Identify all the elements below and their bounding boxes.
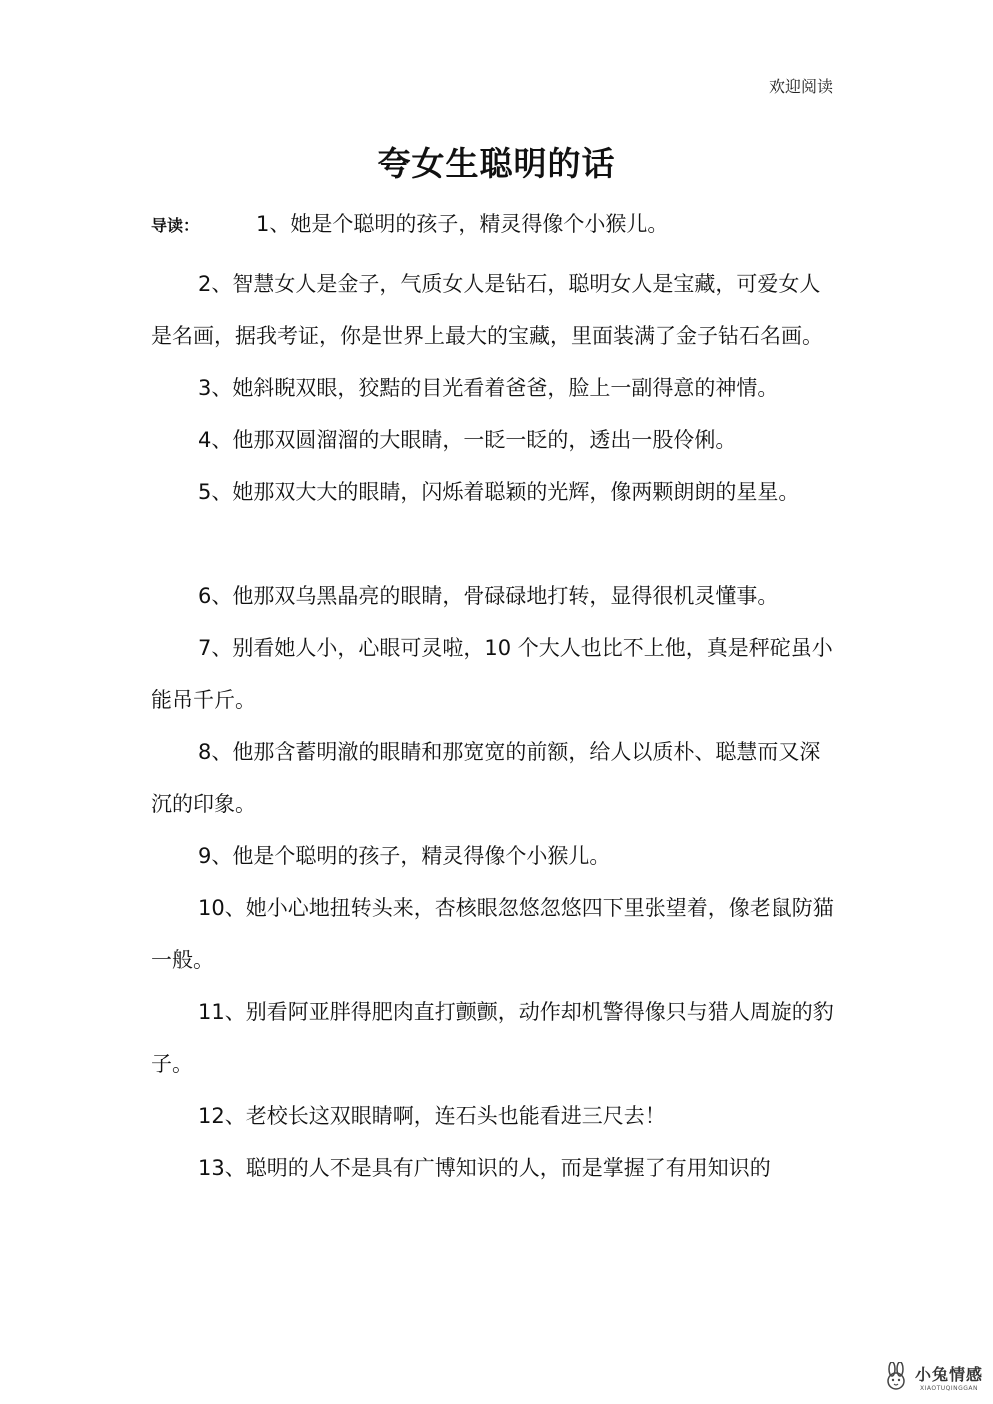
list-item: 11、别看阿亚胖得肥肉直打颤颤，动作却机警得像只与猎人周旋的豹子。 <box>151 1000 834 1076</box>
rabbit-logo-icon <box>881 1362 911 1392</box>
list-item: 12、老校长这双眼睛啊，连石头也能看进三尺去！ <box>198 1104 666 1128</box>
list-item: 5、她那双大大的眼睛，闪烁着聪颖的光辉，像两颗朗朗的星星。 <box>198 480 800 504</box>
list-item: 8、他那含蓄明澈的眼睛和那宽宽的前额，给人以质朴、聪慧而又深沉的印象。 <box>151 740 821 816</box>
page-title: 夸女生聪明的话 <box>377 144 616 183</box>
list-item: 3、她斜睨双眼，狡黠的目光看着爸爸，脸上一副得意的神情。 <box>198 376 779 400</box>
header-note: 欢迎阅读 <box>768 77 833 96</box>
document-body <box>151 204 841 1194</box>
watermark <box>881 1362 983 1392</box>
list-item: 2、智慧女人是金子，气质女人是钻石，聪明女人是宝藏，可爱女人是名画，据我考证，你是世界上最大的宝藏，里面装满了金子钻石名画。 <box>151 272 823 348</box>
watermark-sub: XIAOTUQINGGAN <box>919 1385 978 1392</box>
lead-label: 导读： <box>151 216 200 235</box>
watermark-name: 小兔情感 <box>914 1365 983 1384</box>
paragraph-gap <box>151 518 841 570</box>
list-item: 4、他那双圆溜溜的大眼睛，一眨一眨的，透出一股伶俐。 <box>198 428 737 452</box>
list-item: 6、他那双乌黑晶亮的眼睛，骨碌碌地打转，显得很机灵懂事。 <box>198 584 779 608</box>
list-item: 1、她是个聪明的孩子，精灵得像个小猴儿。 <box>256 212 669 236</box>
list-item: 13、聪明的人不是具有广博知识的人，而是掌握了有用知识的 <box>198 1156 771 1180</box>
list-item: 9、他是个聪明的孩子，精灵得像个小猴儿。 <box>198 844 611 868</box>
list-item: 7、别看她人小，心眼可灵啦，10 个大人也比不上他，真是秤砣虽小能吊千斤。 <box>151 636 833 712</box>
lead-paragraph <box>151 204 841 246</box>
list-item: 10、她小心地扭转头来，杏核眼忽悠忽悠四下里张望着，像老鼠防猫一般。 <box>151 896 834 972</box>
